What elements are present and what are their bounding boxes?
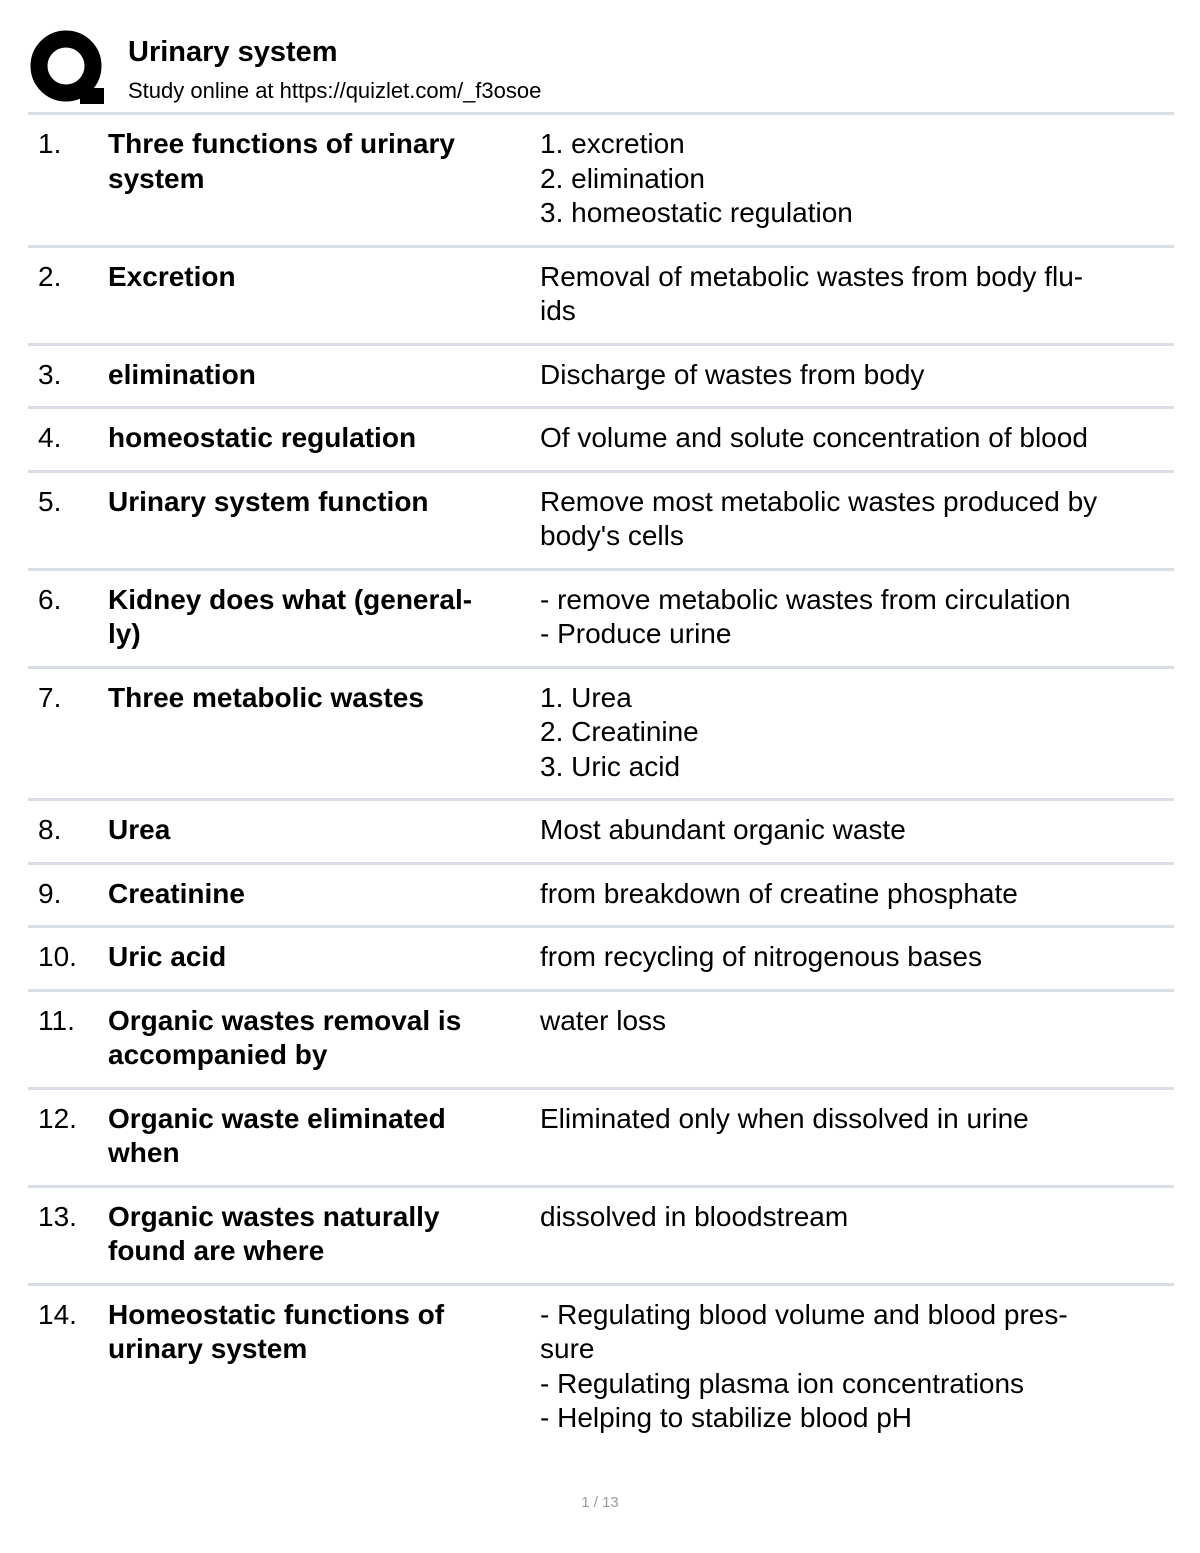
row-number: 3.	[38, 358, 62, 390]
row-number: 5.	[38, 485, 62, 517]
table-row	[28, 1090, 1174, 1188]
page-title: Urinary system	[128, 36, 338, 68]
table-row	[28, 669, 1174, 802]
definition: dissolved in bloodstream	[540, 1200, 849, 1232]
term: Creatinine	[108, 877, 245, 909]
definition: water loss	[540, 1004, 667, 1036]
definition: Most abundant organic waste	[540, 814, 906, 845]
term: Urea	[108, 814, 171, 845]
row-number: 6.	[38, 583, 62, 615]
definition: from recycling of nitrogenous bases	[540, 941, 982, 972]
term: Organic waste eliminated when	[108, 1102, 446, 1168]
row-number: 14.	[38, 1298, 77, 1330]
term: Excretion	[108, 260, 236, 292]
row-number: 7.	[38, 681, 62, 713]
term: Organic wastes removal is accompanied by	[108, 1004, 462, 1070]
table-row	[28, 1286, 1174, 1450]
definition: Remove most metabolic wastes produced by body's cells	[540, 485, 1098, 551]
term: Three functions of urinary system	[108, 128, 455, 194]
table-row	[28, 473, 1174, 571]
definition: - remove metabolic wastes from circulation - Produce urine	[540, 583, 1071, 649]
table-row	[28, 928, 1174, 992]
definition: Removal of metabolic wastes from body flu- ids	[540, 260, 1084, 326]
definition: Eliminated only when dissolved in urine	[540, 1102, 1029, 1134]
definition: - Regulating blood volume and blood pres- sure - Regulating plasma ion concentrations - Helping to stabilize blood pH	[540, 1298, 1068, 1433]
row-number: 4.	[38, 422, 62, 453]
term: Homeostatic functions of urinary system	[108, 1298, 445, 1364]
definition: Discharge of wastes from body	[540, 358, 925, 390]
definition: 1. Urea 2. Creatinine 3. Uric acid	[540, 681, 699, 782]
table-row	[28, 571, 1174, 669]
term: elimination	[108, 358, 256, 390]
row-number: 2.	[38, 260, 62, 292]
row-number: 1.	[38, 128, 62, 159]
term: Urinary system function	[108, 485, 429, 517]
term: Organic wastes naturally found are where	[108, 1200, 440, 1266]
page-number: 1 / 13	[581, 1494, 619, 1511]
table-row	[28, 992, 1174, 1090]
row-number: 10.	[38, 941, 77, 972]
table-row	[28, 115, 1174, 248]
row-number: 9.	[38, 877, 62, 909]
table-row	[28, 346, 1174, 410]
row-number: 11.	[38, 1004, 75, 1036]
table-row	[28, 409, 1174, 473]
study-online-link[interactable]: Study online at https://quizlet.com/_f3osoe	[128, 78, 542, 103]
header	[30, 28, 1174, 108]
row-number: 8.	[38, 814, 62, 845]
definition: 1. excretion 2. elimination 3. homeostatic regulation	[540, 128, 853, 228]
term: Three metabolic wastes	[108, 681, 424, 713]
table-row	[28, 801, 1174, 865]
definition: Of volume and solute concentration of blood	[540, 422, 1088, 453]
row-number: 12.	[38, 1102, 77, 1134]
table-row	[28, 865, 1174, 929]
table-row	[28, 1188, 1174, 1286]
term: Kidney does what (general- ly)	[108, 583, 473, 649]
row-number: 13.	[38, 1200, 77, 1232]
term: homeostatic regulation	[108, 422, 417, 453]
table-row	[28, 248, 1174, 346]
definition: from breakdown of creatine phosphate	[540, 877, 1018, 909]
term: Uric acid	[108, 941, 227, 972]
flashcard-table	[28, 112, 1174, 1450]
quizlet-logo-icon	[30, 30, 106, 106]
